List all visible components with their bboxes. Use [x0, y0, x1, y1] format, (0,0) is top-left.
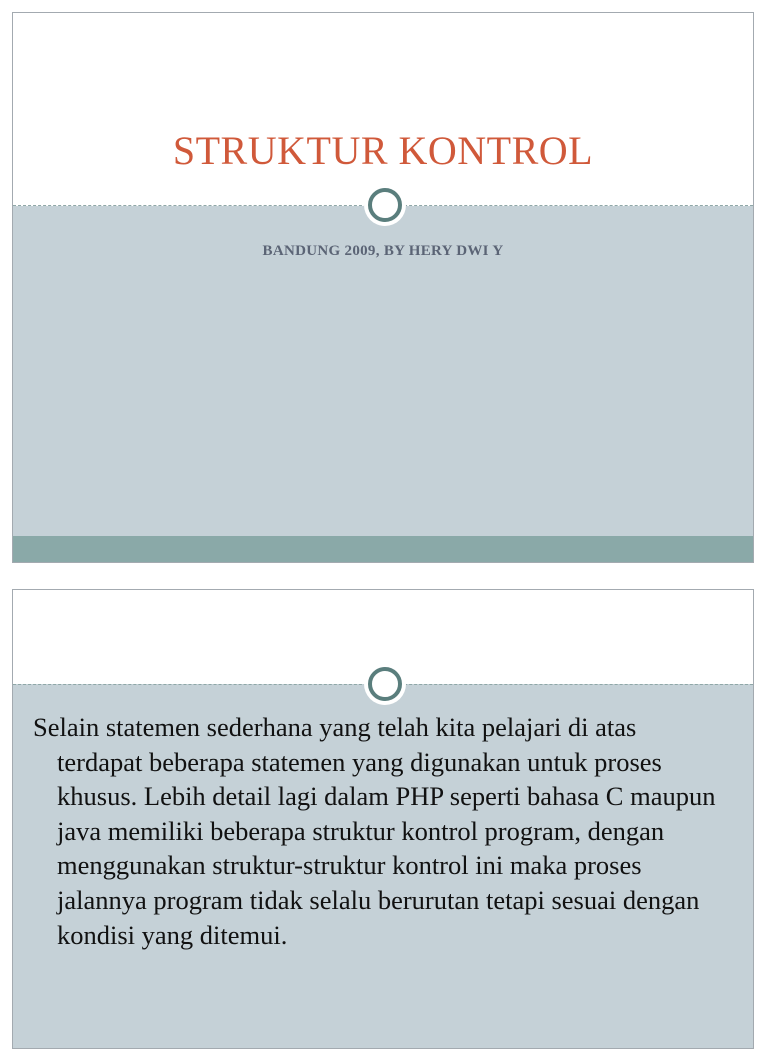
circle-ornament-icon: [368, 667, 402, 701]
content-slide: [12, 589, 754, 1049]
slide-body-text: Selain statemen sederhana yang telah kita pelajari di atas terdapat beberapa statemen yang digunakan untuk proses khusus. Lebih detail lagi dalam PHP seperti bahasa C maupun java memiliki beberapa struktur kontrol program, dengan menggunakan struktur-struktur kontrol ini maka proses jalannya program tidak selalu berurutan tetapi sesuai dengan kondisi yang ditemui.: [33, 712, 716, 950]
title-slide: [12, 12, 754, 563]
slide-footer-bar: [13, 536, 753, 562]
slide-header-area: [13, 13, 753, 206]
circle-ornament-icon: [368, 188, 402, 222]
slide-title: STRUKTUR KONTROL: [172, 128, 594, 173]
slide-subtitle: BANDUNG 2009, BY HERY DWI Y: [262, 243, 504, 259]
